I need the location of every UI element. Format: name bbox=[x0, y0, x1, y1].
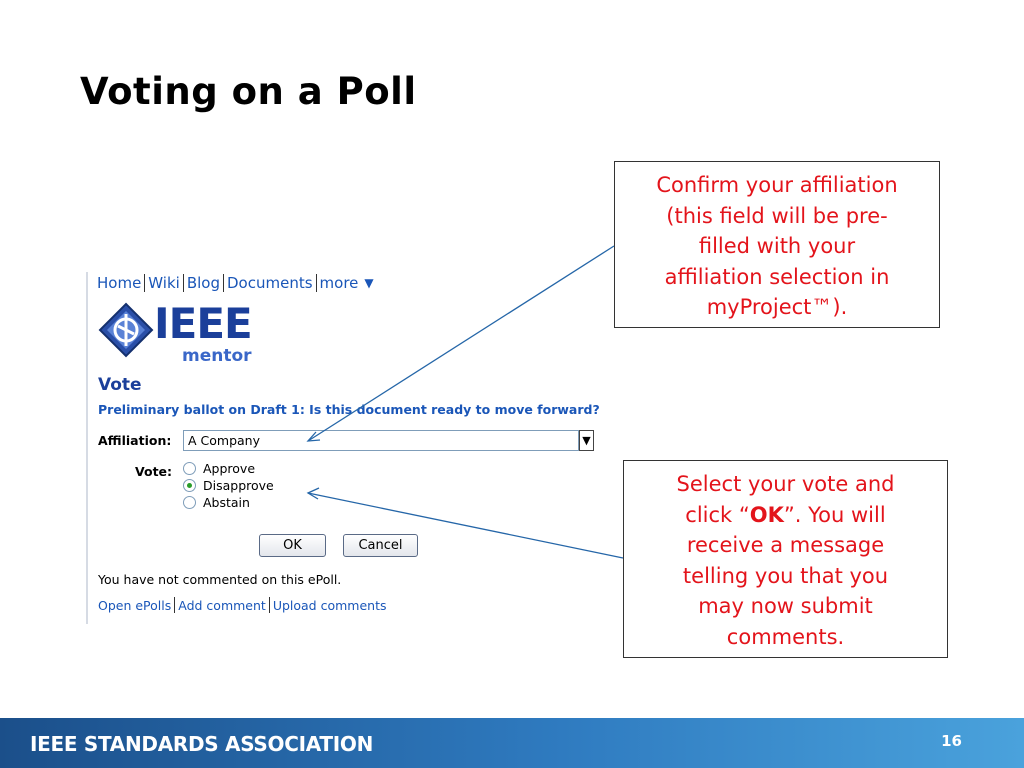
callout-line: Select your vote and bbox=[676, 472, 895, 496]
callout-line: telling you that you bbox=[682, 563, 889, 588]
callout-line: (this field will be pre- bbox=[666, 203, 888, 228]
triangle-down-icon[interactable]: ▼ bbox=[364, 276, 374, 290]
nav-divider bbox=[144, 274, 145, 292]
nav-divider bbox=[183, 274, 184, 292]
vote-heading: Vote bbox=[98, 375, 142, 395]
comment-status-message: You have not commented on this ePoll. bbox=[98, 572, 342, 587]
radio-approve[interactable] bbox=[183, 462, 196, 475]
callout-ok-bold: OK bbox=[749, 502, 784, 527]
top-nav bbox=[97, 274, 374, 292]
mentor-vote-screenshot bbox=[86, 272, 646, 624]
nav-wiki-link[interactable]: Wiki bbox=[148, 274, 180, 292]
affiliation-callout bbox=[614, 161, 940, 328]
nav-documents-link[interactable]: Documents bbox=[227, 274, 313, 292]
vote-option-label: Disapprove bbox=[203, 478, 274, 493]
footer-brand: IEEE STANDARDS ASSOCIATION bbox=[30, 732, 374, 756]
callout-line: myProject™). bbox=[706, 295, 848, 319]
triangle-down-icon[interactable]: ▼ bbox=[579, 430, 594, 451]
vote-label: Vote: bbox=[135, 464, 173, 479]
callout-line: receive a message bbox=[686, 533, 885, 557]
link-divider bbox=[269, 597, 270, 613]
nav-divider bbox=[223, 274, 224, 292]
callout-line: affiliation selection in bbox=[664, 264, 890, 289]
callout-text: click “ bbox=[685, 502, 750, 527]
vote-option-disapprove[interactable] bbox=[183, 478, 274, 493]
callout-text: ”. You will bbox=[783, 502, 886, 527]
ieee-diamond-logo-icon bbox=[98, 302, 154, 358]
nav-home-link[interactable]: Home bbox=[97, 274, 142, 292]
add-comment-link[interactable]: Add comment bbox=[178, 597, 266, 613]
vote-option-label: Abstain bbox=[203, 495, 250, 510]
callout-line: may now submit bbox=[698, 594, 873, 618]
bottom-links bbox=[98, 597, 386, 613]
page-number: 16 bbox=[941, 732, 962, 750]
vote-callout bbox=[623, 460, 948, 658]
radio-abstain[interactable] bbox=[183, 496, 196, 509]
open-epolls-link[interactable]: Open ePolls bbox=[98, 597, 172, 613]
callout-line: filled with your bbox=[698, 234, 856, 258]
cancel-button[interactable]: Cancel bbox=[343, 534, 418, 557]
upload-comments-link[interactable]: Upload comments bbox=[272, 597, 387, 613]
link-divider bbox=[174, 597, 175, 613]
vote-option-abstain[interactable] bbox=[183, 495, 250, 510]
ieee-mentor-logo bbox=[98, 300, 278, 370]
nav-more-link[interactable]: more bbox=[319, 274, 359, 292]
affiliation-label: Affiliation: bbox=[98, 433, 172, 448]
affiliation-select[interactable]: A Company bbox=[183, 430, 579, 451]
vote-option-approve[interactable] bbox=[183, 461, 255, 476]
nav-blog-link[interactable]: Blog bbox=[186, 274, 220, 292]
callout-line-ok bbox=[624, 500, 947, 531]
nav-divider bbox=[316, 274, 317, 292]
radio-disapprove[interactable] bbox=[183, 479, 196, 492]
poll-question: Preliminary ballot on Draft 1: Is this document ready to move forward? bbox=[98, 402, 600, 417]
footer-bar bbox=[0, 718, 1024, 768]
vote-option-label: Approve bbox=[203, 461, 256, 476]
logo-ieee-text: IEEE bbox=[154, 299, 252, 348]
callout-line: Confirm your affiliation bbox=[656, 173, 898, 197]
ok-button[interactable]: OK bbox=[259, 534, 326, 557]
slide-title: Voting on a Poll bbox=[80, 70, 417, 113]
callout-line: comments. bbox=[726, 624, 845, 649]
logo-mentor-text: mentor bbox=[182, 346, 252, 366]
